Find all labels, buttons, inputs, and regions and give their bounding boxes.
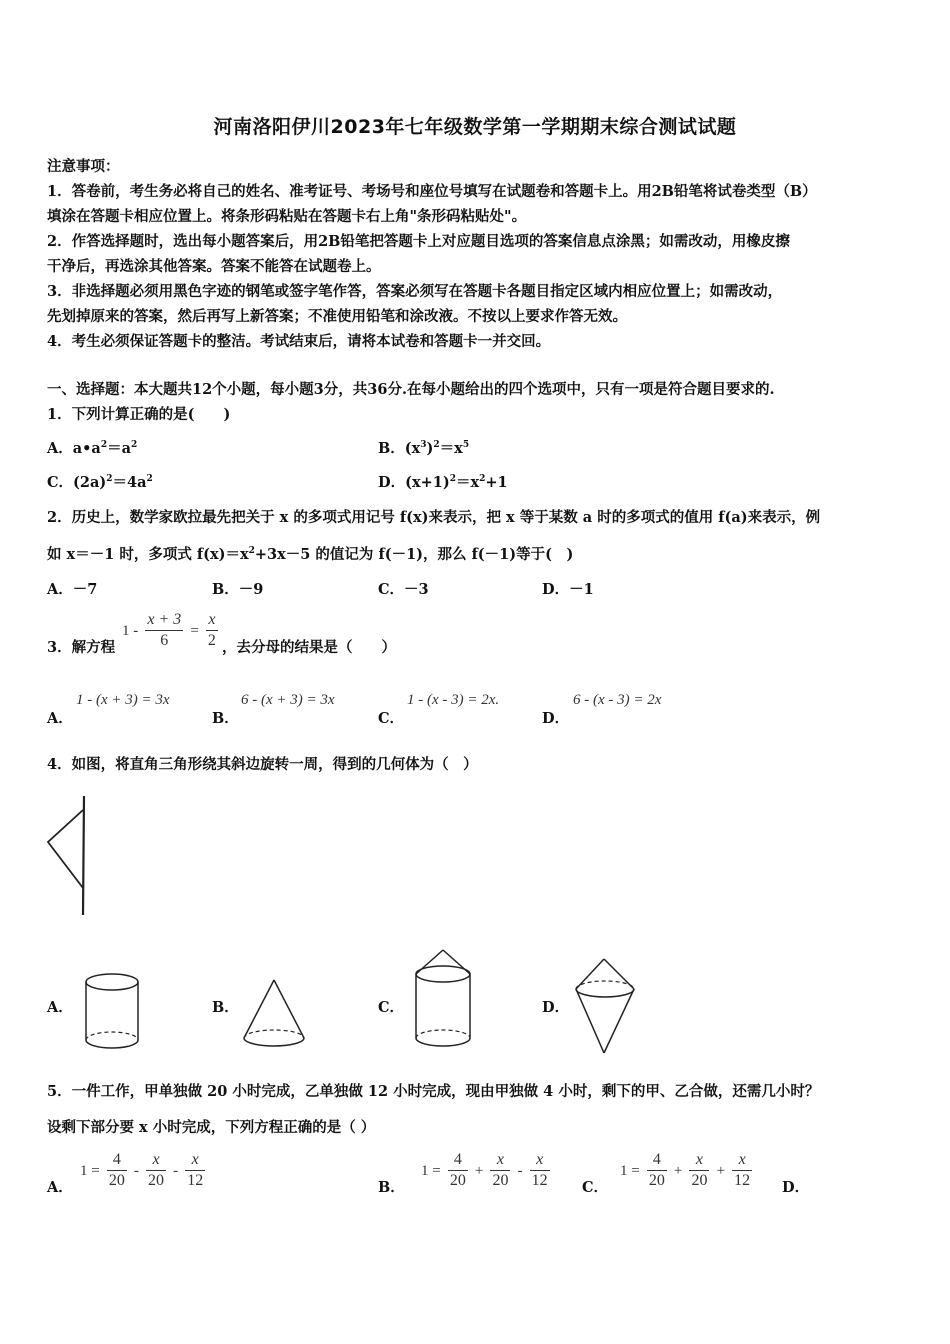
q4-label-d: D．: [542, 999, 570, 1016]
q5-label-a: A．: [47, 1179, 73, 1196]
q3-option-a: 1 - (x + 3) = 3x: [76, 692, 170, 708]
q3-suffix: ，去分母的结果是（ ）: [222, 639, 396, 656]
notice-line: 先划掉原来的答案，然后再写上新答案；不准使用铅笔和涂改液。不按以上要求作答无效。: [47, 308, 627, 325]
q5-option-c: 1 = $\frac{4}{20}$ + $\frac{x}{20}$ + $\frac{x}{12}$: [620, 1151, 751, 1189]
q5-option-a: 1 = $\frac{4}{20}$ - $\frac{x}{20}$ - $\frac{x}{12}$: [80, 1151, 204, 1189]
q4-label-b: B．: [212, 999, 239, 1016]
q3-prefix: 3．解方程: [47, 639, 116, 656]
q3-fraction-2: $\frac{x}{2}$: [207, 611, 216, 649]
page-title: 河南洛阳伊川2023年七年级数学第一学期期末综合测试试题: [213, 116, 737, 138]
notice-line: 4．考生必须保证答题卡的整洁。考试结束后，请将本试卷和答题卡一并交回。: [47, 333, 551, 350]
right-triangle-figure: [40, 790, 100, 920]
q1-option-a: A．$a•a^2=a^2$: [47, 440, 138, 457]
q3-equation: 1 - $\frac{x + 3}{6}$ = $\frac{x}{2}$: [122, 611, 216, 649]
q3-option-c: 1 - (x - 3) = 2x.: [407, 692, 500, 708]
q3-option-b: 6 - (x + 3) = 3x: [241, 692, 335, 708]
q5-stem-line1: 5．一件工作，甲单独做 20 小时完成，乙单独做 12 小时完成，现由甲独做 4 小时，剩下的甲、乙合做，还需几小时？: [47, 1083, 820, 1100]
q5-stem-line2: 设剩下部分要 x 小时完成，下列方程正确的是（ ）: [47, 1119, 376, 1136]
q5-label-c: C．: [582, 1179, 609, 1196]
q4-stem: 4．如图，将直角三角形绕其斜边旋转一周，得到的几何体为（ ）: [47, 756, 478, 773]
notice-line: 3．非选择题必须用黑色字迹的钢笔或签字笔作答，答案必须写在答题卡各题目指定区域内相应位置上；如需改动，: [47, 283, 783, 300]
notice-line: 干净后，再选涂其他答案。答案不能答在试题卷上。: [47, 258, 381, 275]
q3-option-d: 6 - (x - 3) = 2x: [573, 692, 662, 708]
q2-stem-line2: 如 x＝－1 时，多项式 $f(x)=x^2+3x-5$ 的值记为 f(－1)，那么 f(－1)等于( ): [47, 546, 574, 563]
notice-line: 2．作答选择题时，选出每小题答案后，用2B铅笔把答题卡上对应题目选项的答案信息点涂黑；如需改动，用橡皮擦: [47, 233, 790, 250]
q1-option-b: B．$(x^3)^2=x^5$: [378, 440, 470, 457]
q2-stem-line1: 2．历史上，数学家欧拉最先把关于 x 的多项式用记号 f(x)来表示，把 x 等于某数 a 时的多项式的值用 f(a)来表示，例: [47, 509, 821, 526]
q4-label-a: A．: [47, 999, 73, 1016]
q5-option-b: 1 = $\frac{4}{20}$ + $\frac{x}{20}$ - $\frac{x}{12}$: [421, 1151, 548, 1189]
cone-icon: [238, 976, 310, 1052]
section-heading: 一、选择题：本大题共12个小题，每小题3分，共36分.在每小题给出的四个选项中，只有一项是符合题目要求的.: [47, 381, 775, 398]
notice-heading: 注意事项：: [47, 158, 120, 175]
cylinder-with-cone-icon: [410, 946, 476, 1054]
q3-label-b: B．: [212, 710, 239, 727]
q4-label-c: C．: [378, 999, 405, 1016]
q2-option-c: C．－3: [378, 581, 429, 598]
notice-line: 填涂在答题卡相应位置上。将条形码粘贴在答题卡右上角"条形码粘贴处"。: [47, 208, 527, 225]
q3-label-c: C．: [378, 710, 405, 727]
double-cone-icon: [570, 955, 642, 1057]
q3-fraction-1: $\frac{x + 3}{6}$: [147, 611, 182, 649]
q2-option-a: A．－7: [47, 581, 98, 598]
notice-line: 1．答卷前，考生务必将自己的姓名、准考证号、考场号和座位号填写在试题卷和答题卡上。用2B铅笔将试卷类型（B）: [47, 183, 817, 200]
q2-option-d: D．－1: [542, 581, 594, 598]
q5-label-d: D．: [782, 1179, 810, 1196]
q2-option-b: B．－9: [212, 581, 264, 598]
q1-option-c: C．$(2a)^2=4a^2$: [47, 474, 153, 491]
cylinder-icon: [80, 970, 146, 1054]
q3-label-a: A．: [47, 710, 73, 727]
q3-label-d: D．: [542, 710, 570, 727]
q1-stem: 1．下列计算正确的是( ): [47, 406, 231, 423]
q5-label-b: B．: [378, 1179, 405, 1196]
q1-option-d: D．$(x+1)^2=x^2+1$: [378, 474, 508, 491]
